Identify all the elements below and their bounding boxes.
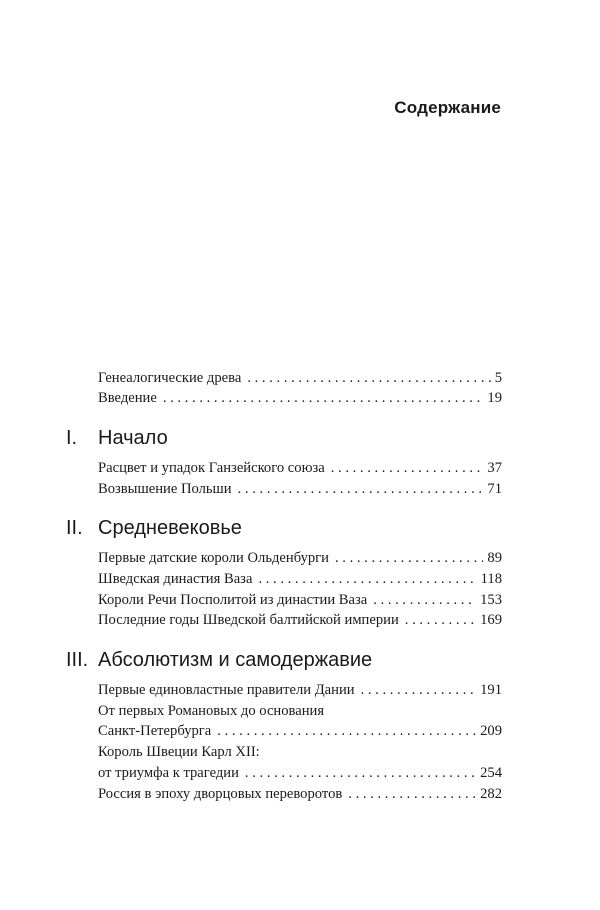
part-title: Средневековье [98, 517, 242, 539]
toc-entry[interactable] [98, 763, 502, 783]
dot-leader [405, 610, 476, 630]
toc-entry-page: 254 [480, 765, 502, 781]
dot-leader [361, 680, 477, 700]
dot-leader [247, 368, 490, 388]
part-title: Абсолютизм и самодержавие [98, 649, 373, 671]
toc-entry-page: 89 [487, 550, 502, 566]
dot-leader [245, 763, 476, 783]
toc-entry-label: Короли Речи Посполитой из династии Ваза [98, 592, 368, 608]
toc-entry[interactable] [98, 548, 502, 568]
part-numeral: III. [66, 649, 89, 671]
part-numeral: II. [66, 517, 83, 539]
toc-entry[interactable] [98, 479, 502, 499]
toc-entry-page: 19 [487, 390, 502, 406]
toc-entry-label: от триумфа к трагедии [98, 765, 239, 781]
dot-leader [335, 548, 483, 568]
toc-entry[interactable] [98, 784, 502, 804]
part-numeral: I. [66, 427, 78, 449]
toc-entry[interactable] [98, 368, 502, 388]
toc-entry[interactable] [98, 721, 502, 741]
toc-entry-page: 209 [480, 723, 502, 739]
toc-entry-page: 191 [480, 682, 502, 698]
toc-entry-page: 282 [480, 786, 502, 802]
toc-entry[interactable] [98, 458, 502, 478]
toc-entry-label: Россия в эпоху дворцовых переворотов [98, 786, 343, 802]
dot-leader [331, 458, 484, 478]
toc-entry-label: Введение [98, 390, 157, 406]
toc-entry-page: 169 [480, 612, 502, 628]
toc-entry-label: Расцвет и упадок Ганзейского союза [98, 460, 325, 476]
toc-entry-page: 153 [480, 592, 502, 608]
dot-leader [258, 569, 476, 589]
toc-entry-label: Генеалогические древа [98, 370, 242, 386]
toc-entry-label: Возвышение Польши [98, 481, 232, 497]
dot-leader [348, 784, 476, 804]
toc-entry[interactable] [98, 680, 502, 700]
page-title: Содержание [394, 98, 501, 117]
toc-entry[interactable] [98, 569, 502, 589]
toc-entry-page: 37 [487, 460, 502, 476]
toc-entry-label-line1[interactable]: Король Швеции Карл XII: [98, 744, 260, 760]
toc-entry-label-line1[interactable]: От первых Романовых до основания [98, 703, 325, 719]
toc-entry-page: 5 [494, 370, 502, 386]
toc-entry-label: Первые датские короли Ольденбурги [98, 550, 329, 566]
part-title: Начало [98, 427, 168, 449]
toc-entry-label: Санкт-Петербурга [98, 723, 212, 739]
dot-leader [217, 721, 476, 741]
dot-leader [373, 590, 476, 610]
dot-leader [163, 388, 484, 408]
toc-entry-label: Последние годы Шведской балтийской империи [98, 612, 399, 628]
part-heading [66, 649, 536, 672]
toc-entry[interactable] [98, 590, 502, 610]
dot-leader [238, 479, 484, 499]
toc-entry-page: 118 [480, 571, 502, 587]
toc-entry[interactable] [98, 388, 502, 408]
toc-entry-page: 71 [487, 481, 502, 497]
toc-entry-label: Первые единовластные правители Дании [98, 682, 355, 698]
toc-entry[interactable] [98, 610, 502, 630]
part-heading [66, 517, 536, 540]
toc-entry-label: Шведская династия Ваза [98, 571, 253, 587]
part-heading [66, 427, 536, 450]
